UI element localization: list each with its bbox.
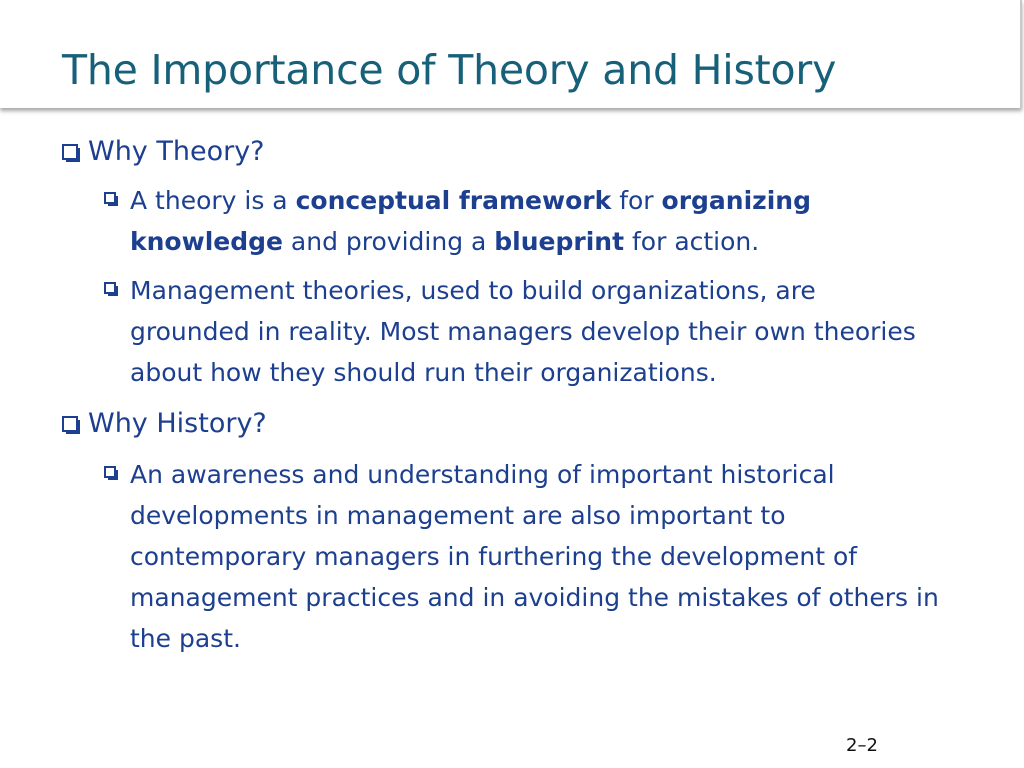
checkbox-bullet-icon [62, 416, 78, 432]
checkbox-bullet-icon [104, 192, 116, 204]
bold-term-conceptual-framework: conceptual framework [295, 186, 612, 215]
section-heading-label: Why History? [88, 408, 267, 439]
bold-term-organizing-knowledge: organizing knowledge [130, 186, 811, 256]
section-heading-label: Why Theory? [88, 136, 265, 167]
section-heading-history [62, 404, 267, 444]
text-run: A theory is a [130, 186, 296, 215]
bullet-text: Management theories, used to build organizations, are grounded in reality. Most managers develop their own theories about how they should run their organizations. [130, 276, 916, 387]
bold-term-blueprint: blueprint [494, 227, 625, 256]
page-number: 2–2 [846, 735, 878, 756]
checkbox-bullet-icon [104, 282, 116, 294]
bullet-text [130, 180, 924, 262]
text-run: for [611, 186, 662, 215]
bullet-theory-definition [104, 180, 924, 262]
bullet-text: An awareness and understanding of important historical developments in management are also important to contemporary managers in furthering the development of management practices and in avoiding the mistakes of others in the past. [130, 460, 939, 653]
slide-title: The Importance of Theory and History [62, 46, 837, 94]
bullet-management-theories [104, 270, 924, 393]
section-heading-theory [62, 132, 265, 172]
text-run: for action. [624, 227, 760, 256]
bullet-history-awareness [104, 454, 944, 659]
checkbox-bullet-icon [62, 144, 78, 160]
checkbox-bullet-icon [104, 466, 116, 478]
text-run: and providing a [282, 227, 495, 256]
